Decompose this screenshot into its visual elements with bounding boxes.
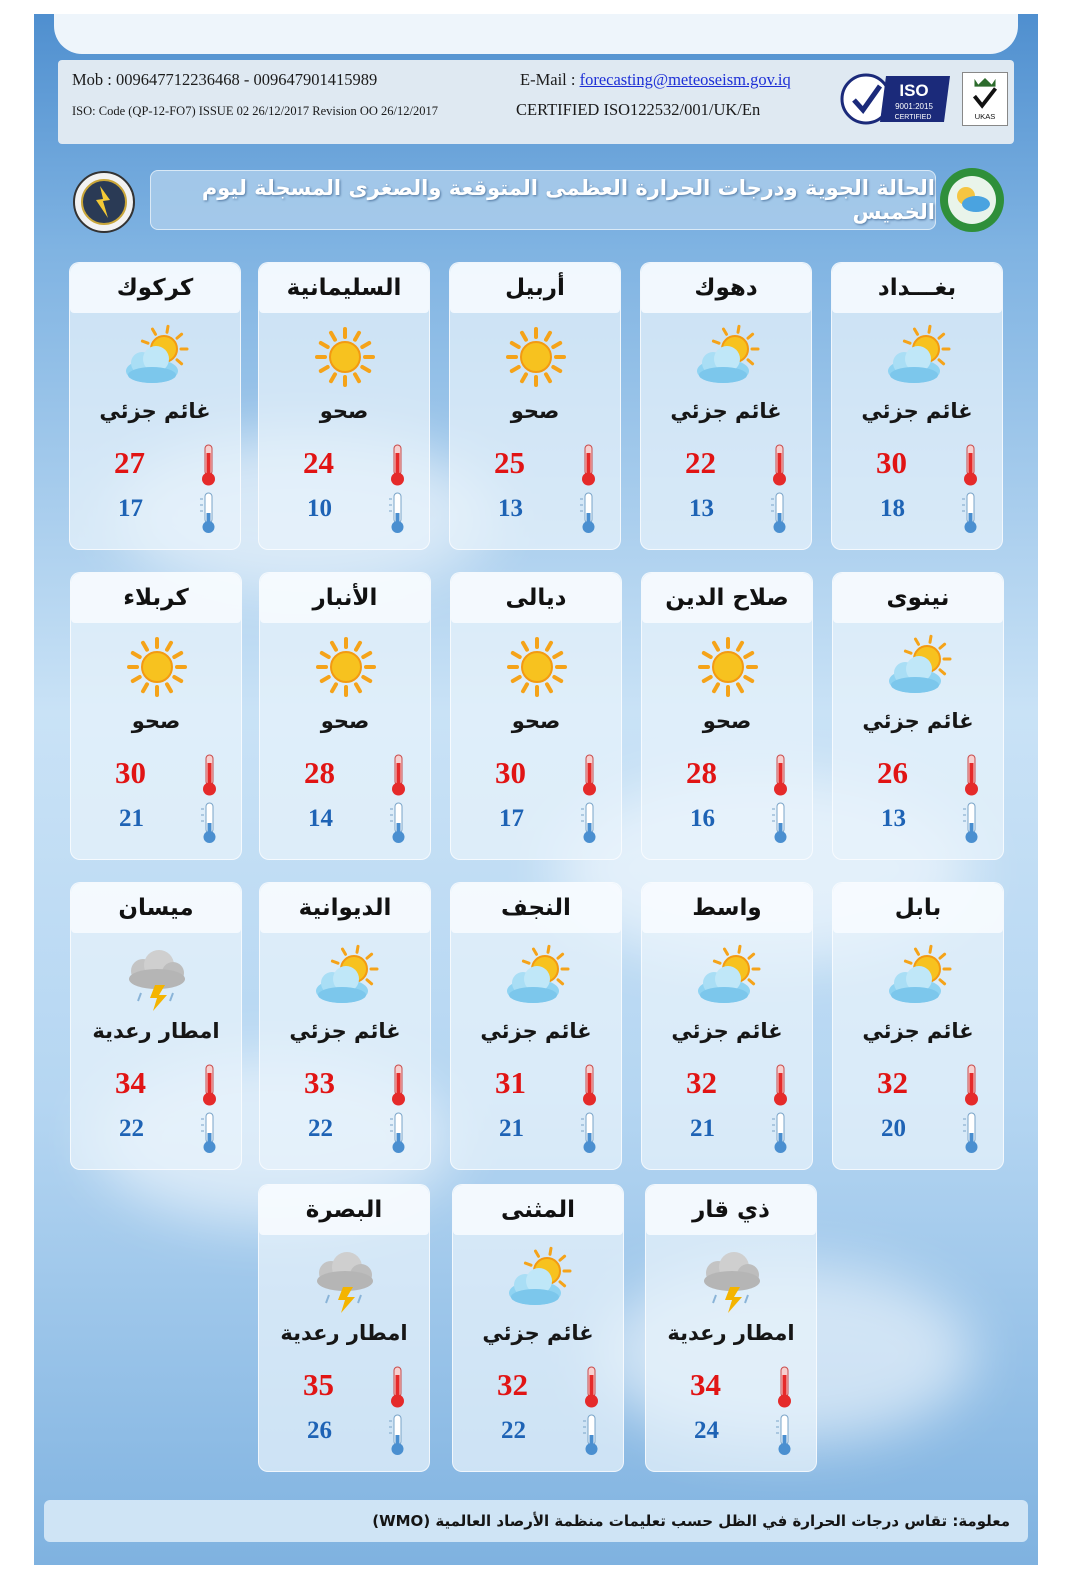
thermometer-cold-icon: [578, 491, 598, 535]
partly-cloudy-icon: [881, 941, 957, 1013]
weather-condition: غائم جزئي: [670, 399, 782, 423]
thermometer-cold-icon: [770, 1111, 790, 1155]
max-temperature: 28: [304, 755, 335, 790]
thermometer-hot-icon: [581, 1365, 601, 1409]
meteorology-emblem-left: [72, 170, 136, 234]
thermometer-hot-icon: [774, 1365, 794, 1409]
city-header: [453, 1185, 623, 1235]
weather-condition: غائم جزئي: [99, 399, 211, 423]
city-name: واسط: [692, 895, 762, 921]
partly-cloudy-icon: [881, 631, 957, 703]
weather-condition: غائم جزئي: [862, 709, 974, 733]
email-line: [520, 70, 791, 90]
city-name: النجف: [501, 895, 571, 921]
max-temperature: 34: [690, 1367, 721, 1402]
iso-badge-sub: 9001:2015: [895, 102, 933, 111]
partly-cloudy-icon: [880, 321, 956, 393]
min-temperature: 21: [499, 1115, 524, 1142]
thermometer-cold-icon: [961, 801, 981, 845]
city-name: نينوى: [886, 585, 950, 611]
min-temperature: 22: [308, 1115, 333, 1142]
thermometer-cold-icon: [387, 1413, 407, 1457]
max-temperature: 22: [685, 445, 716, 480]
max-temperature: 27: [114, 445, 145, 480]
thermometer-cold-icon: [960, 491, 980, 535]
city-header: [259, 1185, 429, 1235]
mobile-numbers: Mob : 009647712236468 - 009647901415989: [72, 70, 378, 89]
city-name: كركوك: [116, 275, 194, 301]
thermometer-hot-icon: [387, 443, 407, 487]
min-temperature: 16: [690, 805, 715, 832]
city-card: [259, 572, 431, 860]
city-name: السليمانية: [286, 275, 402, 301]
city-header: [832, 263, 1002, 313]
thermometer-cold-icon: [579, 1111, 599, 1155]
ukas-label: UKAS: [974, 112, 996, 122]
min-temperature: 13: [689, 495, 714, 522]
sunny-icon: [307, 321, 383, 393]
max-temperature: 30: [115, 755, 146, 790]
city-card: [641, 882, 813, 1170]
city-card: [640, 262, 812, 550]
max-temperature: 30: [876, 445, 907, 480]
thermometer-cold-icon: [198, 491, 218, 535]
city-card: [70, 882, 242, 1170]
min-temperature: 21: [119, 805, 144, 832]
thermometer-hot-icon: [579, 1063, 599, 1107]
city-header: [646, 1185, 816, 1235]
thunderstorm-icon: [307, 1243, 383, 1315]
city-name: بابل: [894, 895, 942, 921]
weather-condition: امطار رعدية: [667, 1321, 795, 1345]
city-name: دهوك: [694, 275, 758, 301]
thermometer-hot-icon: [388, 1063, 408, 1107]
thermometer-cold-icon: [199, 801, 219, 845]
thermometer-hot-icon: [199, 753, 219, 797]
thermometer-cold-icon: [199, 1111, 219, 1155]
weather-condition: غائم جزئي: [671, 1019, 783, 1043]
thermometer-cold-icon: [769, 491, 789, 535]
partly-cloudy-icon: [689, 321, 765, 393]
max-temperature: 31: [495, 1065, 526, 1100]
thermometer-hot-icon: [198, 443, 218, 487]
thermometer-hot-icon: [769, 443, 789, 487]
city-card: [258, 262, 430, 550]
iso-certified-logo: [840, 70, 952, 128]
thermometer-cold-icon: [774, 1413, 794, 1457]
thermometer-cold-icon: [961, 1111, 981, 1155]
city-name: المثنى: [501, 1197, 575, 1223]
max-temperature: 33: [304, 1065, 335, 1100]
city-name: ذي قار: [692, 1197, 770, 1223]
thermometer-hot-icon: [388, 753, 408, 797]
max-temperature: 34: [115, 1065, 146, 1100]
thermometer-hot-icon: [578, 443, 598, 487]
thermometer-hot-icon: [961, 753, 981, 797]
sunny-icon: [308, 631, 384, 703]
partly-cloudy-icon: [308, 941, 384, 1013]
city-header: [833, 883, 1003, 933]
city-header: [260, 883, 430, 933]
min-temperature: 21: [690, 1115, 715, 1142]
max-temperature: 32: [686, 1065, 717, 1100]
thunderstorm-icon: [694, 1243, 770, 1315]
thermometer-hot-icon: [770, 1063, 790, 1107]
thermometer-hot-icon: [387, 1365, 407, 1409]
partly-cloudy-icon: [501, 1243, 577, 1315]
city-header: [451, 883, 621, 933]
max-temperature: 30: [495, 755, 526, 790]
min-temperature: 22: [119, 1115, 144, 1142]
min-temperature: 17: [499, 805, 524, 832]
weather-condition: صحو: [320, 709, 370, 733]
city-name: ديالى: [505, 585, 567, 611]
city-name: كربلاء: [123, 585, 189, 611]
thermometer-hot-icon: [579, 753, 599, 797]
thermometer-hot-icon: [770, 753, 790, 797]
weather-condition: صحو: [510, 399, 560, 423]
city-card: [831, 262, 1003, 550]
sunny-icon: [690, 631, 766, 703]
city-name: بغـــداد: [877, 275, 957, 301]
city-name: الديوانية: [298, 895, 392, 921]
min-temperature: 26: [307, 1417, 332, 1444]
thermometer-cold-icon: [581, 1413, 601, 1457]
city-header: [451, 573, 621, 623]
city-header: [260, 573, 430, 623]
weather-condition: امطار رعدية: [280, 1321, 408, 1345]
certification-line: CERTIFIED ISO122532/001/UK/En: [516, 100, 761, 119]
title-banner: [150, 170, 936, 230]
thermometer-cold-icon: [388, 801, 408, 845]
city-header: [642, 883, 812, 933]
forecast-sheet: [34, 14, 1038, 1565]
city-card: [452, 1184, 624, 1472]
city-header: [642, 573, 812, 623]
iso-badge-cert: CERTIFIED: [894, 114, 932, 121]
city-header: [70, 263, 240, 313]
thermometer-cold-icon: [388, 1111, 408, 1155]
weather-condition: صحو: [511, 709, 561, 733]
min-temperature: 17: [118, 495, 143, 522]
weather-condition: غائم جزئي: [480, 1019, 592, 1043]
iso-code-line: ISO: Code (QP-12-FO7) ISSUE 02 26/12/2017 Revision OO 26/12/2017: [72, 104, 438, 118]
city-card: [259, 882, 431, 1170]
city-card: [449, 262, 621, 550]
weather-condition: غائم جزئي: [289, 1019, 401, 1043]
max-temperature: 32: [877, 1065, 908, 1100]
max-temperature: 32: [497, 1367, 528, 1402]
meteorology-emblem-right: [938, 166, 1006, 234]
max-temperature: 25: [494, 445, 525, 480]
weather-condition: غائم جزئي: [862, 1019, 974, 1043]
city-card: [641, 572, 813, 860]
top-decoration: [54, 14, 1018, 54]
min-temperature: 18: [880, 495, 905, 522]
city-header: [259, 263, 429, 313]
max-temperature: 28: [686, 755, 717, 790]
weather-condition: غائم جزئي: [861, 399, 973, 423]
city-card: [832, 572, 1004, 860]
email-label: E-Mail :: [520, 70, 576, 89]
city-name: صلاح الدين: [665, 585, 789, 611]
city-header: [833, 573, 1003, 623]
sunny-icon: [119, 631, 195, 703]
city-card: [70, 572, 242, 860]
city-name: ميسان: [118, 895, 194, 921]
weather-condition: صحو: [131, 709, 181, 733]
ukas-logo: [962, 72, 1008, 126]
city-name: أربيل: [505, 275, 565, 301]
thermometer-cold-icon: [579, 801, 599, 845]
weather-condition: امطار رعدية: [92, 1019, 220, 1043]
iso-badge-text: ISO: [899, 81, 929, 100]
sunny-icon: [498, 321, 574, 393]
sunny-icon: [499, 631, 575, 703]
partly-cloudy-icon: [118, 321, 194, 393]
max-temperature: 35: [303, 1367, 334, 1402]
max-temperature: 26: [877, 755, 908, 790]
thermometer-cold-icon: [387, 491, 407, 535]
city-header: [71, 883, 241, 933]
city-card: [258, 1184, 430, 1472]
city-card: [69, 262, 241, 550]
city-header: [450, 263, 620, 313]
partly-cloudy-icon: [499, 941, 575, 1013]
thermometer-cold-icon: [770, 801, 790, 845]
thermometer-hot-icon: [961, 1063, 981, 1107]
thermometer-hot-icon: [199, 1063, 219, 1107]
city-header: [641, 263, 811, 313]
min-temperature: 22: [501, 1417, 526, 1444]
min-temperature: 13: [881, 805, 906, 832]
min-temperature: 14: [308, 805, 333, 832]
city-card: [645, 1184, 817, 1472]
city-header: [71, 573, 241, 623]
min-temperature: 13: [498, 495, 523, 522]
thunderstorm-icon: [119, 941, 195, 1013]
weather-condition: غائم جزئي: [482, 1321, 594, 1345]
contact-info-bar: [58, 60, 1014, 144]
city-name: الأنبار: [312, 585, 378, 611]
city-card: [450, 572, 622, 860]
email-link[interactable]: forecasting@meteoseism.gov.iq: [579, 70, 791, 89]
note-bar: [44, 1500, 1028, 1542]
city-name: البصرة: [305, 1197, 383, 1223]
wmo-note: معلومة: تقاس درجات الحرارة في الظل حسب تعليمات منظمة الأرصاد العالمية (WMO): [372, 1512, 1010, 1530]
weather-condition: صحو: [319, 399, 369, 423]
city-card: [832, 882, 1004, 1170]
min-temperature: 20: [881, 1115, 906, 1142]
min-temperature: 24: [694, 1417, 719, 1444]
max-temperature: 24: [303, 445, 334, 480]
partly-cloudy-icon: [690, 941, 766, 1013]
page-title: الحالة الجوية ودرجات الحرارة العظمى المتوقعة والصغرى المسجلة ليوم الخميس: [201, 176, 935, 224]
weather-condition: صحو: [702, 709, 752, 733]
thermometer-hot-icon: [960, 443, 980, 487]
city-card: [450, 882, 622, 1170]
min-temperature: 10: [307, 495, 332, 522]
